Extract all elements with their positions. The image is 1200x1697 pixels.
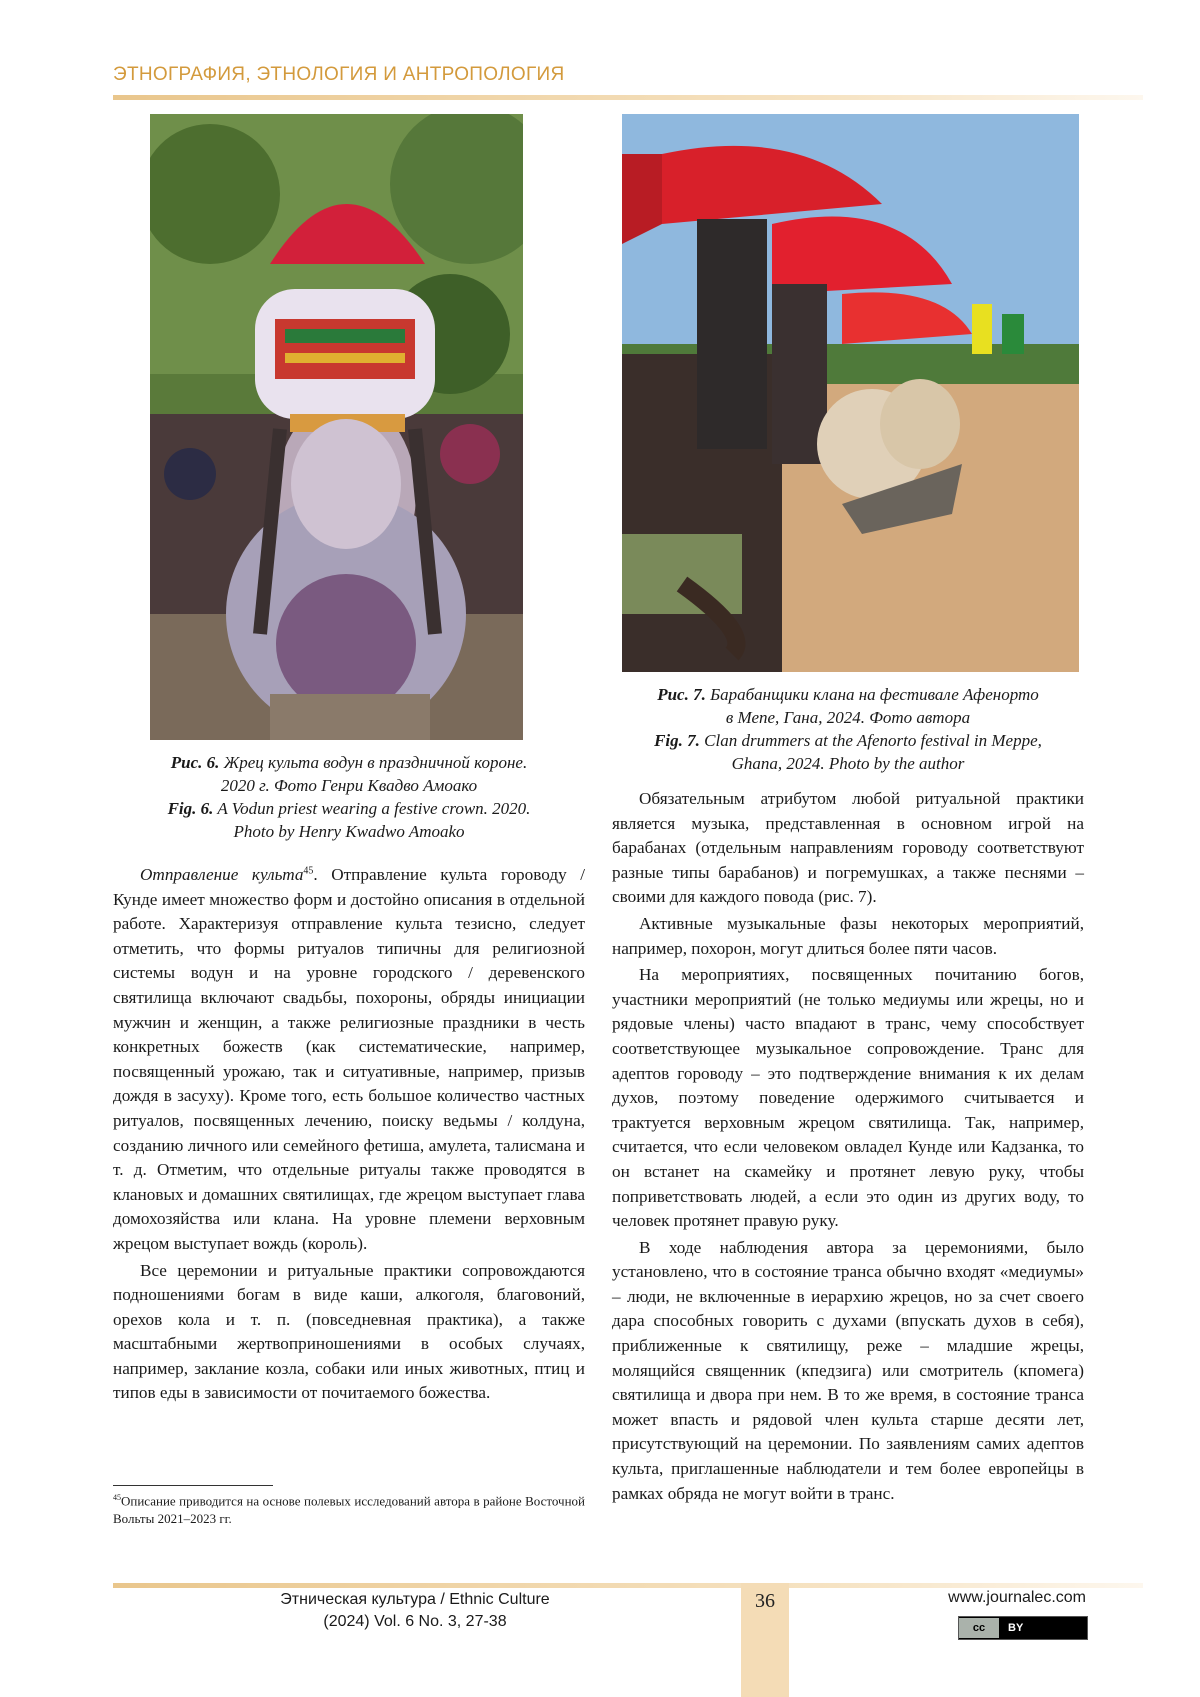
paragraph <box>113 863 585 1257</box>
figure-6-en-line1: A Vodun priest wearing a festive crown. 2020. <box>217 799 531 818</box>
journal-website-link[interactable]: www.journalec.com <box>948 1589 1086 1606</box>
figure-6-en-line2: Photo by Henry Kwadwo Amoako <box>233 822 465 841</box>
footnote-ref: 45 <box>303 865 314 877</box>
figure-6-photo <box>150 114 523 740</box>
footnote-text: Описание приводится на основе полевых исследований автора в районе Восточной Вольты 2021–2023 гг. <box>113 1493 585 1527</box>
paragraph: На мероприятиях, посвященных почитанию богов, участники мероприятий (не только медиумы или жрецы, но и рядовые члены) часто впадают в транс, чему способствует соответствующее музыкальное сопровождение. Транс для адептов гороводу – это подтверждение внимания к их делам духов, поэтому поведение одержимого считывается и трактуется верховным жрецом святилища. Так, например, считается, что если человеком овладел Кунде или Кадзанка, то он встанет на скамейку и протянет левую руку, чтобы поприветствовать людей, а если это один из других воду, то человек протянет правую руку. <box>612 965 1084 1231</box>
left-column-text <box>113 863 585 1406</box>
footer-rule <box>113 1583 1143 1588</box>
figure-6-ru-line2: 2020 г. Фото Генри Квадво Амоако <box>220 776 478 795</box>
figure-6-caption <box>113 751 585 843</box>
figure-7-en-line1: Clan drummers at the Afenorto festival in Meppe, <box>704 731 1042 750</box>
figure-6-ru-label: Рис. 6. <box>170 753 220 772</box>
paragraph: Обязательным атрибутом любой ритуальной практики является музыка, представленная в основном игрой на барабанах (отдельным направлениям гороводу соответствуют разные типы барабанов) и погремушках, а также песнями – своими для каждого повода (рис. 7). <box>612 789 1084 907</box>
header-rule <box>113 95 1143 100</box>
paragraph-lead: Отправление культа <box>140 865 304 884</box>
journal-name: Этническая культура / Ethnic Culture <box>280 1591 550 1608</box>
paragraph: Активные музыкальные фазы некоторых мероприятий, например, похорон, могут длиться более пяти часов. <box>612 913 1084 958</box>
cc-icon: cc <box>959 1618 1000 1638</box>
paragraph: Все церемонии и ритуальные практики сопровождаются подношениями богам в виде каши, алкоголя, благовоний, орехов кола и т. п. (повседневная практика), а также масштабными жертвоприношениями в особых случаях, например, заклание козла, собаки или иных животных, птиц и типов еды в зависимости от почитаемого божества. <box>113 1260 585 1403</box>
running-header: ЭТНОГРАФИЯ, ЭТНОЛОГИЯ И АНТРОПОЛОГИЯ <box>113 64 565 85</box>
paragraph-text: . Отправление культа гороводу / Кунде имеет множество форм и достойно описания в отдельной работе. Характеризуя отправление культа тезисно, следует отметить, что формы ритуалов типичны для религиозной системы водун и на уровне городского / деревенского святилища включают свадьбы, похороны, обряды инициации мужчин и женщин, а также религиозные праздники в честь конкретных божеств (как систематические, например, посвященный урожаю, так и ситуативные, например, призыв дождя в засуху). Кроме того, есть большое количество частных ритуалов, посвященных лечению, поиску ведьмы / колдуна, созданию личного или семейного фетиша, амулета, талисмана и т. д. Отметим, что отдельные ритуалы также проводятся в клановых и домашних святилищах, где жрецом выступает глава домохозяйства или клана. На уровне племени верховным жрецом выступает вождь (король). <box>113 865 585 1253</box>
footnote <box>113 1489 585 1528</box>
figure-7-photo <box>622 114 1079 672</box>
cc-by-license-badge[interactable] <box>958 1616 1088 1640</box>
page-number: 36 <box>755 1590 775 1612</box>
paragraph: В ходе наблюдения автора за церемониями, было установлено, что в состояние транса обычно входят «медиумы» – люди, не включенные в иерархию жрецов, но за счет своего дара способных говорить с духами (впускать духов в себя), приближенные к святилищу, реже – младшие жрецы, молящийся священник (кпедзига) или смотритель (кпомега) святилища и двора при нем. В то же время, в состояние транса может впасть и рядовой член культа старше десяти лет, присутствующий на церемонии. По заявлениям самих адептов культа, приглашенные наблюдатели и тем более европейцы в рамках обряда не могут войти в транс. <box>612 1237 1084 1503</box>
journal-volume: (2024) Vol. 6 No. 3, 27-38 <box>323 1613 507 1630</box>
figure-7-ru-line2: в Мепе, Гана, 2024. Фото автора <box>725 708 971 727</box>
figure-6-en-label: Fig. 6. <box>167 799 214 818</box>
footnote-number: 45 <box>113 1493 121 1502</box>
figure-7-caption <box>612 683 1084 775</box>
figure-7-ru-label: Рис. 7. <box>657 685 706 704</box>
figure-7-en-line2: Ghana, 2024. Photo by the author <box>731 754 965 773</box>
figure-7-ru-line1: Барабанщики клана на фестивале Афенорто <box>710 685 1039 704</box>
figure-6-ru-line1: Жрец культа водун в праздничной короне. <box>223 753 528 772</box>
by-label: BY <box>1008 1622 1024 1634</box>
figure-7-en-label: Fig. 7. <box>654 731 700 750</box>
right-column-text <box>612 787 1084 1506</box>
footnote-rule <box>113 1485 273 1486</box>
journal-citation <box>250 1589 580 1633</box>
